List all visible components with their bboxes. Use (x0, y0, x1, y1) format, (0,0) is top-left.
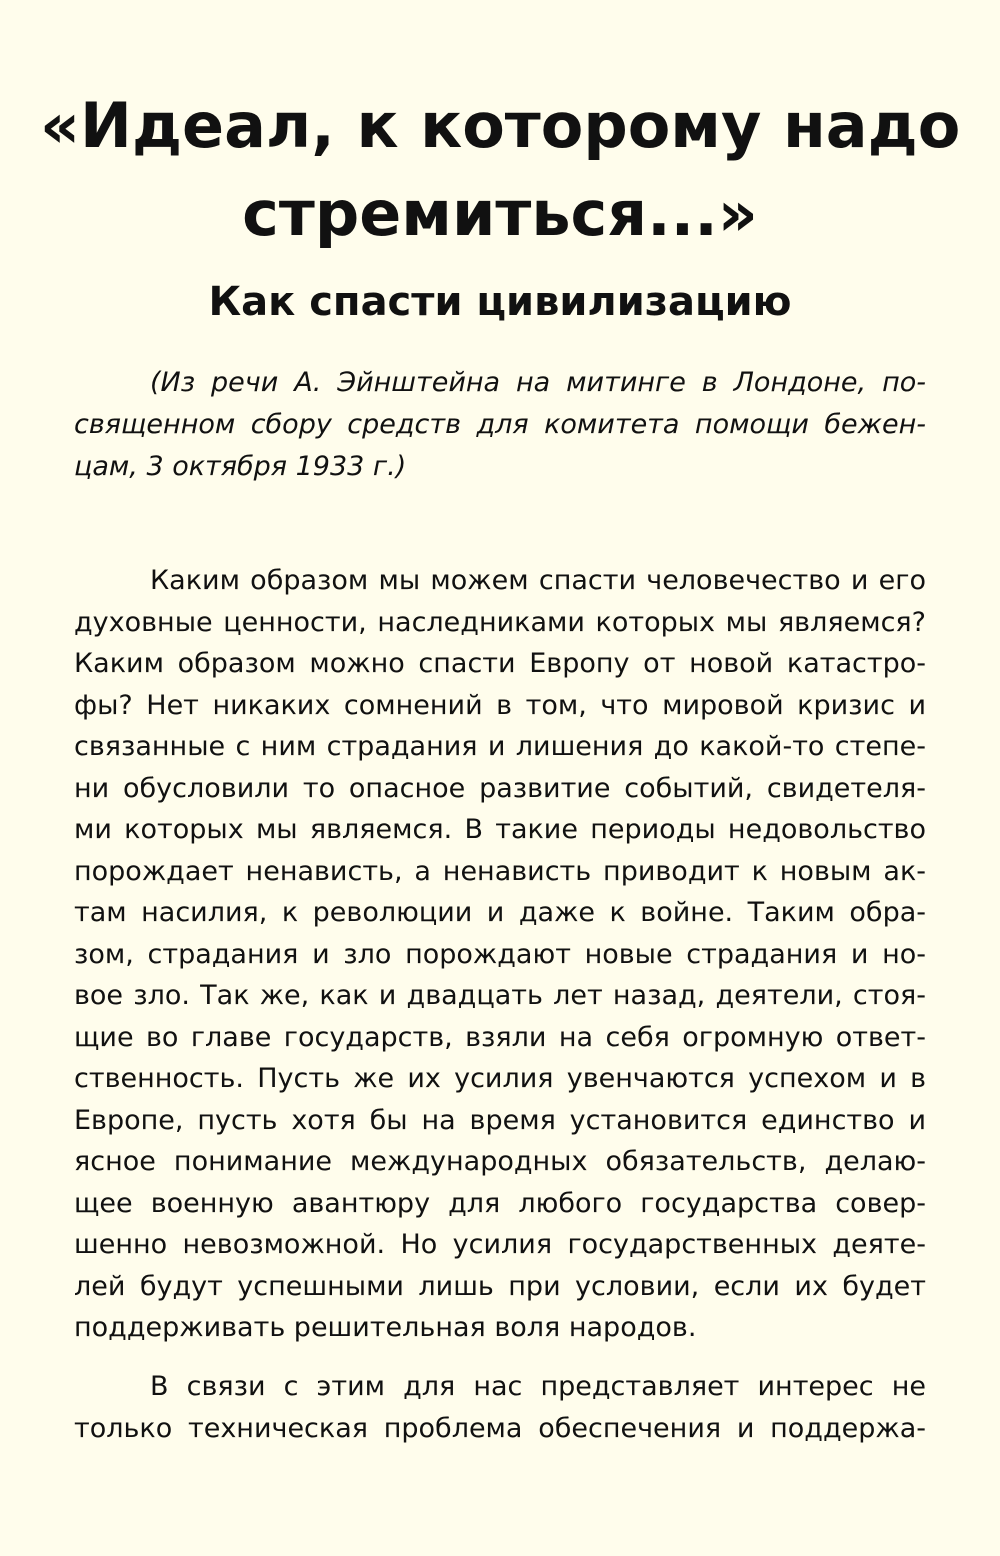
text-line: щие во главе государств, взяли на себя огромную ответ- (74, 1021, 926, 1053)
title-line-2: стремиться...» (242, 177, 758, 250)
paragraph-1 (74, 560, 926, 1349)
text-line: Каким образом мы можем спасти человечество и его (150, 565, 926, 596)
text-line: поддерживать решительная воля народов. (74, 1312, 697, 1343)
text-line: вое зло. Так же, как и двадцать лет назад, деятели, стоя- (74, 980, 926, 1011)
text-line: порождает ненависть, а ненависть приводит к новым ак- (74, 855, 926, 887)
text-line: духовные ценности, наследниками которых мы являемся? (74, 606, 926, 638)
text-line: В связи с этим для нас представляет интерес не (150, 1371, 926, 1402)
text-line: щее военную авантюру для любого государства совер- (74, 1187, 926, 1219)
text-line: только техническая проблема обеспечения и поддержа- (74, 1412, 926, 1444)
text-line: ясное понимание международных обязательств, делаю- (74, 1146, 926, 1177)
paragraph-2 (74, 1366, 926, 1449)
page-title (40, 82, 960, 258)
note-line: священном сбору средств для комитета помощи бежен- (74, 409, 926, 440)
text-line: Каким образом можно спасти Европу от новой катастро- (74, 648, 926, 679)
title-line-1: «Идеал, к которому надо (40, 89, 961, 162)
text-line: фы? Нет никаких сомнений в том, что мировой кризис и (74, 689, 926, 721)
text-line: лей будут успешными лишь при условии, если их будет (74, 1270, 926, 1302)
text-line: связанные с ним страдания и лишения до какой-то степе- (74, 731, 926, 762)
text-line: ни обусловили то опасное развитие событий, свидетеля- (74, 772, 926, 804)
note-line: (Из речи А. Эйнштейна на митинге в Лондоне, по- (150, 367, 926, 398)
text-line: ственность. Пусть же их усилия увенчаются успехом и в (74, 1063, 926, 1094)
section-subtitle: Как спасти цивилизацию (208, 279, 792, 325)
note-line: цам, 3 октября 1933 г.) (74, 451, 407, 482)
text-line: ми которых мы являемся. В такие периоды недовольство (74, 814, 926, 845)
text-line: зом, страдания и зло порождают новые страдания и но- (74, 938, 926, 970)
text-line: шенно невозможной. Но усилия государственных деяте- (74, 1229, 926, 1260)
text-line: там насилия, к революции и даже к войне. Таким обра- (74, 897, 926, 928)
text-line: Европе, пусть хотя бы на время установится единство и (74, 1104, 926, 1136)
epigraph-note (74, 362, 926, 488)
